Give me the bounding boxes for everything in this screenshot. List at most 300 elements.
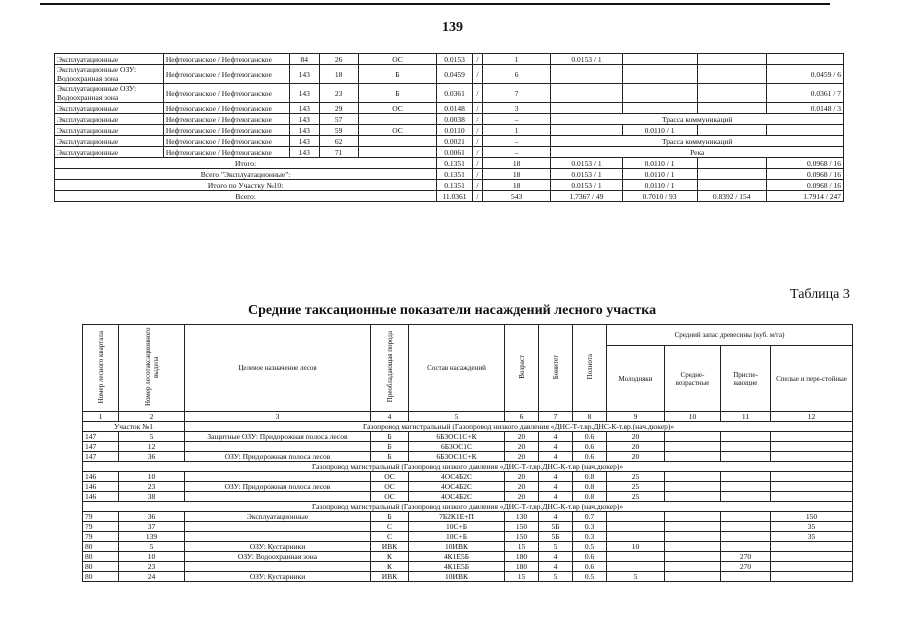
table-cell: 10 bbox=[607, 542, 665, 552]
table-cell: 4 bbox=[539, 552, 573, 562]
table-cell: ОС bbox=[358, 103, 436, 114]
table-cell: ОЗУ: Водоохранная зона bbox=[185, 552, 371, 562]
table-cell: 25 bbox=[607, 482, 665, 492]
table-cell: 35 bbox=[771, 522, 853, 532]
table-cell bbox=[185, 522, 371, 532]
table-cell: 0.1351 bbox=[437, 158, 473, 169]
table-cell: С bbox=[371, 522, 409, 532]
table-cell: 20 bbox=[607, 432, 665, 442]
table-cell: 0.0021 bbox=[437, 136, 473, 147]
table-cell: 20 bbox=[505, 452, 539, 462]
table-cell: 5 bbox=[119, 542, 185, 552]
table-cell: 150 bbox=[771, 512, 853, 522]
table-cell: 3 bbox=[482, 103, 551, 114]
table-cell: 143 bbox=[289, 65, 319, 84]
table-cell: 0.0110 / 1 bbox=[622, 180, 697, 191]
table-cell: 0.3 bbox=[573, 532, 607, 542]
table-cell bbox=[665, 562, 721, 572]
table-cell: Нефтеюганское / Нефтеюганское bbox=[163, 65, 289, 84]
table-cell bbox=[607, 552, 665, 562]
header-molodnyaki: Молодняки bbox=[607, 346, 665, 412]
table-cell: 0.7 bbox=[573, 512, 607, 522]
section-title: Газопровод магистральный (Газопровод низкого давления «ДНС-Т-т.вр.ДНС-К-т.вр (нач.дюкер)» bbox=[83, 502, 853, 512]
table-cell: 0.8 bbox=[573, 492, 607, 502]
table-cell: 146 bbox=[83, 482, 119, 492]
table-row bbox=[83, 512, 853, 522]
table-cell: 10С+Б bbox=[409, 532, 505, 542]
table-cell bbox=[721, 492, 771, 502]
table-cell: ИВК bbox=[371, 572, 409, 582]
table-cell: 150 bbox=[505, 532, 539, 542]
table-row bbox=[55, 114, 844, 125]
table-cell: 4 bbox=[539, 442, 573, 452]
table-cell: 150 bbox=[505, 522, 539, 532]
table-cell: 79 bbox=[83, 522, 119, 532]
table-cell: Нефтеюганское / Нефтеюганское bbox=[163, 84, 289, 103]
table-cell: ОЗУ: Кустарники bbox=[185, 542, 371, 552]
table-cell bbox=[697, 125, 766, 136]
table-cell: 5 bbox=[607, 572, 665, 582]
table-cell bbox=[185, 472, 371, 482]
table-cell: ОЗУ: Придорожная полоса лесов bbox=[185, 452, 371, 462]
table-cell: 1.7367 / 49 bbox=[551, 191, 622, 202]
table-cell: 80 bbox=[83, 562, 119, 572]
table-cell bbox=[771, 452, 853, 462]
table-cell: 146 bbox=[83, 472, 119, 482]
table-cell: ОЗУ: Кустарники bbox=[185, 572, 371, 582]
header-poroda: Преобладающая порода bbox=[371, 325, 409, 412]
table-cell: 0.6 bbox=[573, 562, 607, 572]
table-cell: 143 bbox=[289, 114, 319, 125]
table-cell bbox=[665, 512, 721, 522]
top-rule bbox=[40, 3, 830, 5]
table-cell: 4К1Е5Б bbox=[409, 552, 505, 562]
table-cell: 20 bbox=[505, 492, 539, 502]
table-cell: 59 bbox=[319, 125, 358, 136]
table-row bbox=[55, 136, 844, 147]
table-cell: Эксплуатационные bbox=[185, 512, 371, 522]
table-cell bbox=[358, 147, 436, 158]
table-cell: Эксплуатационные bbox=[55, 103, 164, 114]
table-cell: 7Б2К1Е+П bbox=[409, 512, 505, 522]
table-cell: 18 bbox=[482, 158, 551, 169]
table-cell: 0.0968 / 16 bbox=[766, 169, 843, 180]
table-cell: – bbox=[482, 114, 551, 125]
table-cell: 7 bbox=[482, 84, 551, 103]
table-cell: 80 bbox=[83, 552, 119, 562]
table-cell: 20 bbox=[505, 432, 539, 442]
table-cell: Нефтеюганское / Нефтеюганское bbox=[163, 136, 289, 147]
table-cell: 130 bbox=[505, 512, 539, 522]
table-cell: 35 bbox=[771, 532, 853, 542]
table-cell: 10ИВК bbox=[409, 572, 505, 582]
table-cell: 80 bbox=[83, 572, 119, 582]
table-cell: Эксплуатационные bbox=[55, 114, 164, 125]
section-row bbox=[83, 422, 853, 432]
totals-row bbox=[55, 158, 844, 169]
table-row bbox=[55, 65, 844, 84]
table-cell: Б bbox=[371, 432, 409, 442]
table-cell bbox=[771, 542, 853, 552]
table-row bbox=[55, 84, 844, 103]
table-cell bbox=[721, 572, 771, 582]
table-cell: 143 bbox=[289, 136, 319, 147]
table-cell bbox=[665, 542, 721, 552]
table-cell: / bbox=[472, 147, 482, 158]
table-cell: 23 bbox=[119, 562, 185, 572]
table-cell: 0.0153 / 1 bbox=[551, 180, 622, 191]
table-cell bbox=[551, 103, 622, 114]
table-cell bbox=[697, 158, 766, 169]
table-cell: 36 bbox=[119, 452, 185, 462]
table-cell bbox=[697, 169, 766, 180]
table-cell: 0.8 bbox=[573, 472, 607, 482]
table-cell: 79 bbox=[83, 512, 119, 522]
table-cell bbox=[697, 84, 766, 103]
table-cell bbox=[771, 562, 853, 572]
table-cell bbox=[665, 522, 721, 532]
table-cell bbox=[721, 542, 771, 552]
table-cell: Эксплуатационные bbox=[55, 54, 164, 65]
table-cell: 4 bbox=[539, 432, 573, 442]
table-cell: 4 bbox=[539, 482, 573, 492]
table-cell: 4ОС4Б2С bbox=[409, 492, 505, 502]
header-purpose: Целевое назначение лесов bbox=[185, 325, 371, 412]
table-row bbox=[83, 432, 853, 442]
table-cell: ИВК bbox=[371, 542, 409, 552]
header-srednevozr: Средне-возрастные bbox=[665, 346, 721, 412]
table-cell: 0.8 bbox=[573, 482, 607, 492]
table-cell: Нефтеюганское / Нефтеюганское bbox=[163, 147, 289, 158]
table-cell bbox=[551, 84, 622, 103]
table-cell bbox=[665, 492, 721, 502]
table-cell bbox=[551, 65, 622, 84]
header-spelye: Спелые и пере-стойные bbox=[771, 346, 853, 412]
table-cell: 4 bbox=[539, 562, 573, 572]
table-cell: 0.7010 / 93 bbox=[622, 191, 697, 202]
table-cell: 1 bbox=[482, 125, 551, 136]
table-cell: 0.0153 / 1 bbox=[551, 158, 622, 169]
table-cell bbox=[607, 512, 665, 522]
table-row bbox=[83, 492, 853, 502]
table-cell: 20 bbox=[505, 482, 539, 492]
table-cell: ОС bbox=[371, 482, 409, 492]
table-cell bbox=[771, 572, 853, 582]
table-cell: / bbox=[472, 103, 482, 114]
table-cell: 0.6 bbox=[573, 552, 607, 562]
table-cell: 15 bbox=[505, 572, 539, 582]
table-cell: 18 bbox=[319, 65, 358, 84]
table-cell: 4К1Е5Б bbox=[409, 562, 505, 572]
totals-label: Итого по Участку №10: bbox=[55, 180, 437, 191]
table-cell: 147 bbox=[83, 442, 119, 452]
header-kvartal: Номер лесного квартала bbox=[83, 325, 119, 412]
table-cell: Б bbox=[371, 512, 409, 522]
table-cell: 147 bbox=[83, 432, 119, 442]
table-cell: 180 bbox=[505, 562, 539, 572]
column-number: 1 bbox=[83, 412, 119, 422]
table-cell: Нефтеюганское / Нефтеюганское bbox=[163, 54, 289, 65]
table-cell: 4 bbox=[539, 512, 573, 522]
header-bonitet: Бонитет bbox=[539, 325, 573, 412]
totals-label: Итого: bbox=[55, 158, 437, 169]
table-cell: / bbox=[472, 191, 482, 202]
column-number: 5 bbox=[409, 412, 505, 422]
table-cell bbox=[185, 562, 371, 572]
section-row bbox=[83, 462, 853, 472]
table-cell: 180 bbox=[505, 552, 539, 562]
table-cell: 143 bbox=[289, 125, 319, 136]
table-cell: 57 bbox=[319, 114, 358, 125]
column-number: 7 bbox=[539, 412, 573, 422]
column-number: 10 bbox=[665, 412, 721, 422]
table-cell bbox=[771, 492, 853, 502]
table-cell: 5Б bbox=[539, 532, 573, 542]
table-cell: 6Б3ОС1С bbox=[409, 442, 505, 452]
table-cell: 0.6 bbox=[573, 442, 607, 452]
table-cell: 0.0361 / 7 bbox=[766, 84, 843, 103]
table-cell bbox=[771, 432, 853, 442]
table-cell: / bbox=[472, 158, 482, 169]
table-cell: Нефтеюганское / Нефтеюганское bbox=[163, 125, 289, 136]
table-cell: Эксплуатационные ОЗУ: Водоохранная зона bbox=[55, 65, 164, 84]
column-number: 6 bbox=[505, 412, 539, 422]
table-cell: Трасса коммуникаций bbox=[551, 114, 844, 125]
table-cell: 24 bbox=[119, 572, 185, 582]
table-cell: 6 bbox=[482, 65, 551, 84]
table-cell: 20 bbox=[607, 452, 665, 462]
table-cell: Трасса коммуникаций bbox=[551, 136, 844, 147]
table-cell: 0.1351 bbox=[437, 180, 473, 191]
table-cell: 25 bbox=[607, 492, 665, 502]
totals-row bbox=[55, 169, 844, 180]
table-cell: 0.0038 bbox=[437, 114, 473, 125]
table-cell: / bbox=[472, 180, 482, 191]
table-cell: 0.0361 bbox=[437, 84, 473, 103]
table-cell: ОС bbox=[358, 54, 436, 65]
table-cell bbox=[665, 572, 721, 582]
table-cell: 10С+Б bbox=[409, 522, 505, 532]
header-zapas: Средний запас древесины (куб. м/га) bbox=[607, 325, 853, 346]
table-cell: 270 bbox=[721, 562, 771, 572]
table-cell: 0.0968 / 16 bbox=[766, 158, 843, 169]
table-cell bbox=[665, 482, 721, 492]
table-cell bbox=[771, 552, 853, 562]
table-cell: 84 bbox=[289, 54, 319, 65]
table-cell: 6Б3ОС1С+К bbox=[409, 452, 505, 462]
table-cell: С bbox=[371, 532, 409, 542]
table-cell: 0.0110 / 1 bbox=[622, 125, 697, 136]
continuation-table bbox=[54, 53, 844, 202]
table-row bbox=[55, 103, 844, 114]
table-cell: / bbox=[472, 54, 482, 65]
table-cell: 0.0148 / 3 bbox=[766, 103, 843, 114]
table-cell: 4 bbox=[539, 452, 573, 462]
table-row bbox=[83, 532, 853, 542]
table-cell: 0.0153 bbox=[437, 54, 473, 65]
header-polnota: Полнота bbox=[573, 325, 607, 412]
table-cell: ОЗУ: Придорожная полоса лесов bbox=[185, 482, 371, 492]
table-cell: 0.3 bbox=[573, 522, 607, 532]
table-cell: ОС bbox=[358, 125, 436, 136]
table-cell: 143 bbox=[289, 84, 319, 103]
table-cell bbox=[721, 472, 771, 482]
table-cell: 1 bbox=[482, 54, 551, 65]
table-cell bbox=[622, 103, 697, 114]
table-cell: 10ИВК bbox=[409, 542, 505, 552]
table-cell: 0.6 bbox=[573, 432, 607, 442]
table-cell bbox=[622, 65, 697, 84]
table-cell: 71 bbox=[319, 147, 358, 158]
column-number: 8 bbox=[573, 412, 607, 422]
table-cell bbox=[665, 472, 721, 482]
column-number: 2 bbox=[119, 412, 185, 422]
totals-row bbox=[55, 191, 844, 202]
table-cell: 25 bbox=[607, 472, 665, 482]
table-cell: 23 bbox=[319, 84, 358, 103]
table-cell: 5 bbox=[119, 432, 185, 442]
table-cell: 36 bbox=[119, 512, 185, 522]
table-row bbox=[83, 522, 853, 532]
table-cell: 79 bbox=[83, 532, 119, 542]
table-cell bbox=[665, 442, 721, 452]
table-row bbox=[83, 482, 853, 492]
table-cell: 23 bbox=[119, 482, 185, 492]
table-cell bbox=[358, 114, 436, 125]
table-cell: / bbox=[472, 169, 482, 180]
table-row bbox=[83, 442, 853, 452]
page-number: 139 bbox=[442, 20, 463, 35]
table-cell: 0.0148 bbox=[437, 103, 473, 114]
table-cell bbox=[721, 522, 771, 532]
table-cell: 20 bbox=[607, 442, 665, 452]
table-cell: 15 bbox=[505, 542, 539, 552]
table-cell: 10 bbox=[119, 472, 185, 482]
table-cell: / bbox=[472, 84, 482, 103]
table-cell: 543 bbox=[482, 191, 551, 202]
table-cell: 20 bbox=[505, 442, 539, 452]
table-cell: Защитные ОЗУ: Придорожная полоса лесов bbox=[185, 432, 371, 442]
table-cell: – bbox=[482, 147, 551, 158]
table-cell: / bbox=[472, 114, 482, 125]
section-row bbox=[83, 502, 853, 512]
table-cell bbox=[721, 512, 771, 522]
table-cell bbox=[551, 125, 622, 136]
table-cell bbox=[358, 136, 436, 147]
table-cell bbox=[721, 532, 771, 542]
table-cell: 0.8392 / 154 bbox=[697, 191, 766, 202]
table-cell: 4 bbox=[539, 472, 573, 482]
table-cell bbox=[607, 532, 665, 542]
table-cell: 5 bbox=[539, 542, 573, 552]
table-cell: 18 bbox=[482, 169, 551, 180]
header-vydel: Номер лесотаксационного выдела bbox=[119, 325, 185, 412]
table-cell: 0.5 bbox=[573, 542, 607, 552]
table-cell bbox=[665, 532, 721, 542]
table-cell bbox=[607, 562, 665, 572]
taxation-table bbox=[82, 324, 853, 582]
table-row bbox=[55, 54, 844, 65]
header-sostav: Состав насаждений bbox=[409, 325, 505, 412]
table-cell: ОС bbox=[371, 492, 409, 502]
table-cell: 0.0110 / 1 bbox=[622, 169, 697, 180]
table-cell: Эксплуатационные bbox=[55, 147, 164, 158]
table-cell bbox=[771, 442, 853, 452]
table-cell bbox=[607, 522, 665, 532]
table-cell: 4ОС4Б2С bbox=[409, 472, 505, 482]
section-title: Газопровод магистральный (Газопровод низкого давления «ДНС-Т-т.вр.ДНС-К-т.вр (нач.дюкер)» bbox=[83, 462, 853, 472]
table-cell: 139 bbox=[119, 532, 185, 542]
table-cell bbox=[185, 532, 371, 542]
table-cell bbox=[697, 54, 766, 65]
table-cell: Нефтеюганское / Нефтеюганское bbox=[163, 103, 289, 114]
table-cell bbox=[721, 432, 771, 442]
table-cell: 26 bbox=[319, 54, 358, 65]
table-row bbox=[83, 552, 853, 562]
table-cell: 20 bbox=[505, 472, 539, 482]
table-cell: ОС bbox=[371, 472, 409, 482]
table-cell: Б bbox=[371, 442, 409, 452]
table-cell: 4 bbox=[539, 492, 573, 502]
table-cell: 4ОС4Б2С bbox=[409, 482, 505, 492]
column-number: 4 bbox=[371, 412, 409, 422]
column-numbers-row bbox=[83, 412, 853, 422]
column-number: 9 bbox=[607, 412, 665, 422]
column-number: 3 bbox=[185, 412, 371, 422]
column-number: 11 bbox=[721, 412, 771, 422]
table-cell: Б bbox=[371, 452, 409, 462]
table-cell bbox=[697, 103, 766, 114]
table-cell: Б bbox=[358, 84, 436, 103]
table-cell: Нефтеюганское / Нефтеюганское bbox=[163, 114, 289, 125]
table-cell: 0.0061 bbox=[437, 147, 473, 158]
table-cell bbox=[766, 125, 843, 136]
table-row bbox=[83, 542, 853, 552]
table-row bbox=[83, 572, 853, 582]
table-cell bbox=[771, 472, 853, 482]
column-number: 12 bbox=[771, 412, 853, 422]
table-cell bbox=[721, 452, 771, 462]
table-cell: 6Б3ОС1С+К bbox=[409, 432, 505, 442]
table-cell bbox=[622, 84, 697, 103]
table-cell: 0.0110 / 1 bbox=[622, 158, 697, 169]
table-cell: / bbox=[472, 136, 482, 147]
table-row bbox=[83, 472, 853, 482]
header-row bbox=[83, 325, 853, 346]
table-cell: 0.0110 bbox=[437, 125, 473, 136]
table-cell: 143 bbox=[289, 103, 319, 114]
table-cell: Эксплуатационные ОЗУ: Водоохранная зона bbox=[55, 84, 164, 103]
table-cell: 147 bbox=[83, 452, 119, 462]
table-row bbox=[83, 452, 853, 462]
table-cell bbox=[622, 54, 697, 65]
header-vozrast: Возраст bbox=[505, 325, 539, 412]
table-cell: 80 bbox=[83, 542, 119, 552]
table-cell: 12 bbox=[119, 442, 185, 452]
table-label: Таблица 3 bbox=[790, 287, 850, 302]
table-cell bbox=[697, 180, 766, 191]
table-cell: 29 bbox=[319, 103, 358, 114]
table-cell: 1.7914 / 247 bbox=[766, 191, 843, 202]
header-prispev: Приспе-вающие bbox=[721, 346, 771, 412]
table-cell: 38 bbox=[119, 492, 185, 502]
totals-label: Всего "Эксплуатационные": bbox=[55, 169, 437, 180]
table-cell: / bbox=[472, 65, 482, 84]
table-cell bbox=[697, 65, 766, 84]
table-cell: 18 bbox=[482, 180, 551, 191]
totals-label: Всего: bbox=[55, 191, 437, 202]
section-title: Газопровод магистральный (Газопровод низкого давления «ДНС-Т-т.вр.ДНС-К-т.вр.(нач.дюкер)» bbox=[185, 422, 853, 432]
